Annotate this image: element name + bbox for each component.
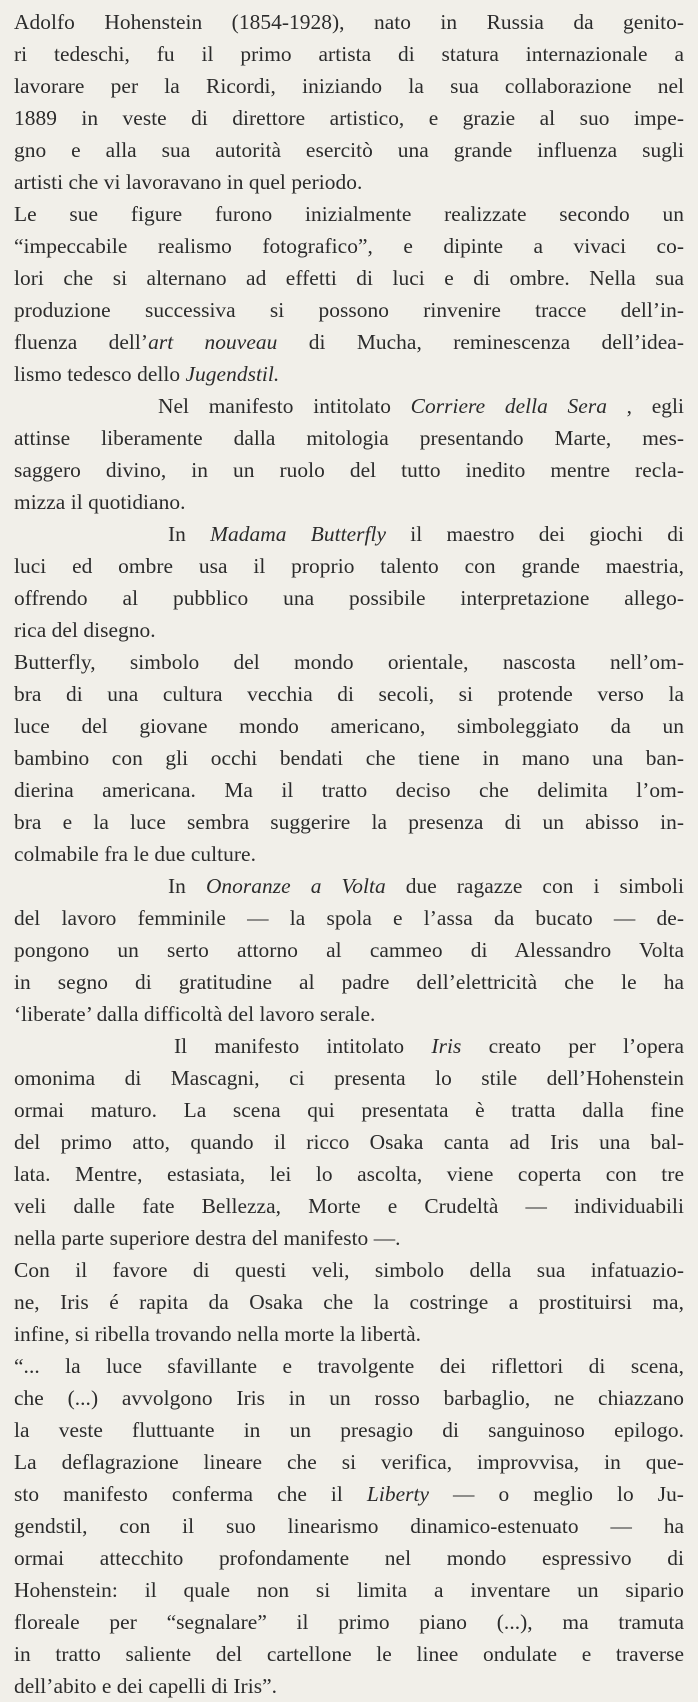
text-line: fluenza dell’art nouveau di Mucha, reminescenza dell’idea-	[14, 330, 684, 354]
text-line: Nel manifesto intitolato Corriere della Sera , egli	[158, 394, 685, 418]
text-line: omonima di Mascagni, ci presenta lo stile dell’Hohenstein	[14, 1066, 684, 1090]
text-line: dierina americana. Ma il tratto deciso che delimita l’om-	[14, 778, 684, 802]
text-line: che (...) avvolgono Iris in un rosso barbaglio, ne chiazzano	[14, 1386, 684, 1410]
text-line: luci ed ombre usa il proprio talento con grande maestria,	[14, 554, 684, 578]
text-line: sto manifesto conferma che il Liberty — o meglio lo Ju-	[14, 1482, 684, 1506]
text-line: Butterfly, simbolo del mondo orientale, nascosta nell’om-	[14, 650, 684, 674]
text-line: lata. Mentre, estasiata, lei lo ascolta, viene coperta con tre	[14, 1162, 684, 1186]
italic-title: Iris	[431, 1034, 462, 1058]
text-line: lori che si alternano ad effetti di luci e di ombre. Nella sua	[14, 266, 684, 290]
italic-title: Madama Butterfly	[210, 522, 387, 546]
text-line: “... la luce sfavillante e travolgente dei riflettori di scena,	[14, 1354, 684, 1378]
text-line: La deflagrazione lineare che si verifica, improvvisa, in que-	[14, 1450, 684, 1474]
text-line: pongono un serto attorno al cammeo di Alessandro Volta	[14, 938, 684, 962]
paragraph-7	[14, 1030, 684, 1254]
text-line: 1889 in veste di direttore artistico, e grazie al suo impe-	[14, 106, 684, 130]
text-line: ‘liberate’ dalla difficoltà del lavoro serale.	[14, 1002, 376, 1026]
quotation-paragraph	[14, 1350, 684, 1702]
paragraph-8	[14, 1254, 684, 1350]
italic-title: Jugendstil.	[185, 362, 280, 386]
text-line: rica del disegno.	[14, 618, 156, 642]
italic-title: Liberty	[366, 1482, 430, 1506]
text-line: colmabile fra le due culture.	[14, 842, 256, 866]
paragraph-5	[14, 646, 684, 870]
text-line: “impeccabile realismo fotografico”, e dipinte a vivaci co-	[14, 234, 684, 258]
text-line: lismo tedesco dello Jugendstil.	[14, 362, 280, 386]
paragraph-4	[14, 518, 684, 646]
text-line: del lavoro femminile — la spola e l’assa da bucato — de-	[14, 906, 684, 930]
text-line: In Madama Butterfly il maestro dei giochi di	[168, 522, 684, 546]
text-line: In Onoranze a Volta due ragazze con i simboli	[168, 874, 684, 898]
text-line: Con il favore di questi veli, simbolo della sua infatuazio-	[14, 1258, 684, 1282]
paragraph-3	[14, 390, 684, 518]
text-line: infine, si ribella trovando nella morte la libertà.	[14, 1322, 422, 1346]
text-line: attinse liberamente dalla mitologia presentando Marte, mes-	[14, 426, 684, 450]
text-line: ne, Iris é rapita da Osaka che la costringe a prostituirsi ma,	[14, 1290, 684, 1314]
text-line: gendstil, con il suo linearismo dinamico-estenuato — ha	[14, 1514, 684, 1538]
text-line: bambino con gli occhi bendati che tiene in mano una ban-	[14, 746, 684, 770]
text-line: in segno di gratitudine al padre dell’elettricità che le ha	[14, 970, 684, 994]
text-line: dell’abito e dei capelli di Iris”.	[14, 1674, 278, 1698]
text-line: in tratto saliente del cartellone le linee ondulate e traverse	[14, 1642, 684, 1666]
paragraph-1	[14, 6, 684, 198]
italic-title: Onoranze a Volta	[205, 874, 386, 898]
text-line: bra e la luce sembra suggerire la presenza di un abisso in-	[14, 810, 684, 834]
text-line: ormai attecchito profondamente nel mondo espressivo di	[14, 1546, 684, 1570]
text-line: offrendo al pubblico una possibile interpretazione allego-	[14, 586, 684, 610]
text-line: luce del giovane mondo americano, simboleggiato da un	[14, 714, 684, 738]
text-line: la veste fluttuante in un presagio di sanguinoso epilogo.	[14, 1418, 684, 1442]
paragraph-2	[14, 198, 684, 390]
text-line: Le sue figure furono inizialmente realizzate secondo un	[14, 202, 684, 226]
text-line: lavorare per la Ricordi, iniziando la sua collaborazione nel	[14, 74, 684, 98]
text-line: Il manifesto intitolato Iris creato per l’opera	[174, 1034, 684, 1058]
text-line: saggero divino, in un ruolo del tutto inedito mentre recla-	[14, 458, 684, 482]
text-line: floreale per “segnalare” il primo piano (...), ma tramuta	[14, 1610, 684, 1634]
text-line: ri tedeschi, fu il primo artista di statura internazionale a	[14, 42, 684, 66]
paragraph-6	[14, 870, 684, 1030]
text-line: bra di una cultura vecchia di secoli, si protende verso la	[14, 682, 684, 706]
text-line: gno e alla sua autorità esercitò una grande influenza sugli	[14, 138, 684, 162]
text-line: mizza il quotidiano.	[14, 490, 186, 514]
italic-title: Corriere della Sera	[410, 394, 607, 418]
text-line: produzione successiva si possono rinvenire tracce dell’in-	[14, 298, 684, 322]
text-line: Adolfo Hohenstein (1854-1928), nato in Russia da genito-	[14, 10, 684, 34]
text-line: ormai maturo. La scena qui presentata è tratta dalla fine	[14, 1098, 684, 1122]
text-line: Hohenstein: il quale non si limita a inventare un sipario	[14, 1578, 684, 1602]
text-line: artisti che vi lavoravano in quel periodo.	[14, 170, 363, 194]
text-line: del primo atto, quando il ricco Osaka canta ad Iris una bal-	[14, 1130, 684, 1154]
text-line: nella parte superiore destra del manifesto —.	[14, 1226, 401, 1250]
text-line: veli dalle fate Bellezza, Morte e Crudeltà — individuabili	[14, 1194, 684, 1218]
italic-title: art nouveau	[148, 330, 278, 354]
